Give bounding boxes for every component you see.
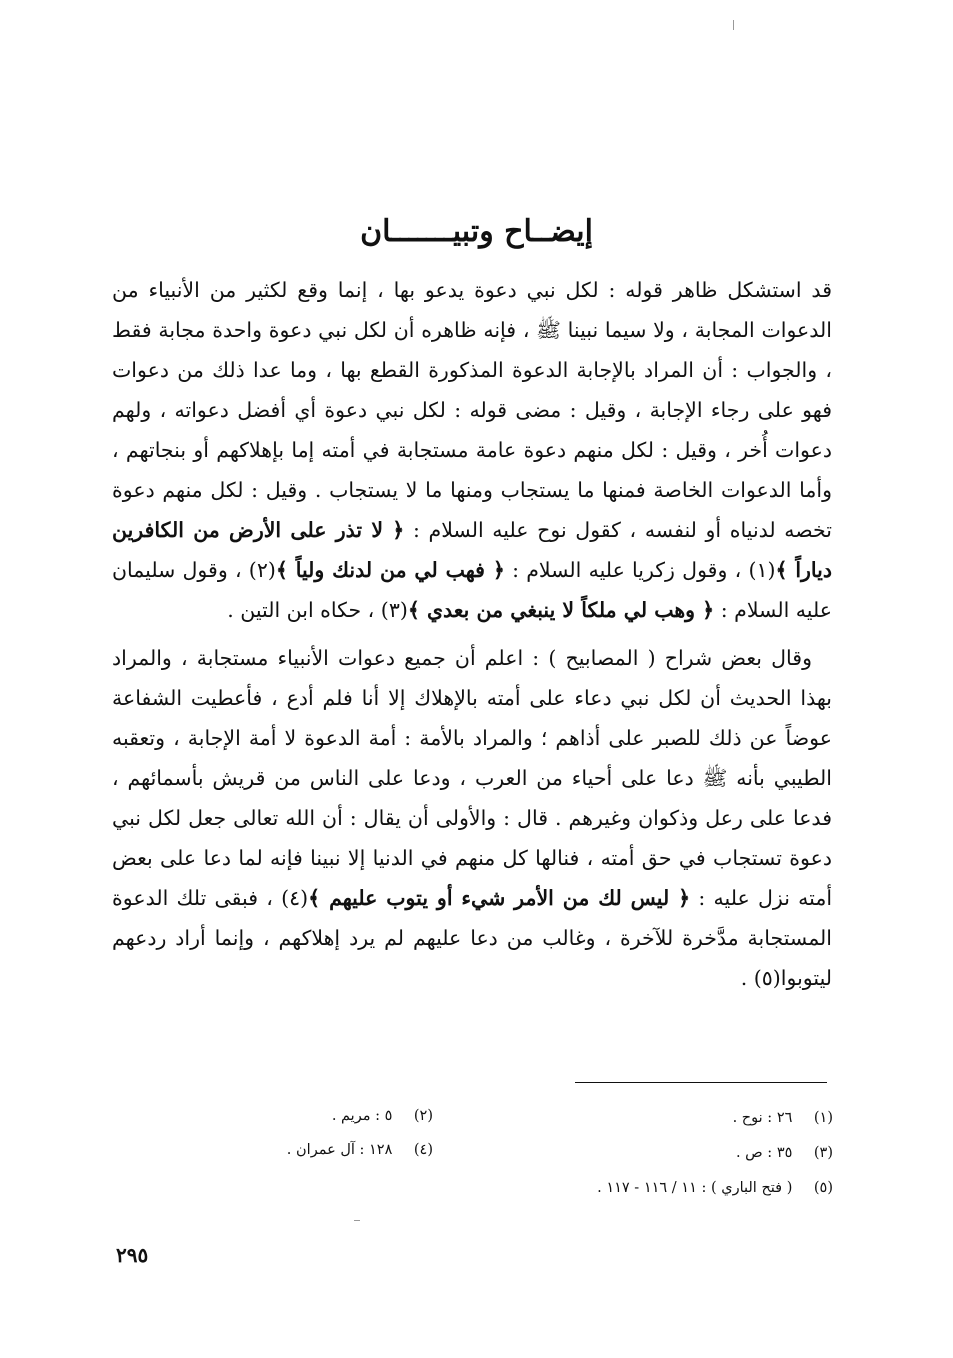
page-number: ٢٩٥	[116, 1243, 149, 1267]
paragraph-1	[112, 270, 832, 630]
text-run: قد استشكل ظاهر قوله : لكل نبي دعوة يدعو بها ، إنما وقع لكثير من الأنبياء من الدعوات المجابة ، ولا سيما نبينا ﷺ ، فإنه ظاهره أن لكل نبي دعوة واحدة مجابة فقط ، والجواب : أن المراد بالإجابة الدعوة المذكورة القطع بها ، وما عدا ذلك من دعوات فهو على رجاء الإجابة ، وقيل : مضى قوله : لكل نبي دعوة أي أفضل دعواته ، ولهم دعوات أُخر ، وقيل : لكل منهم دعوة عامة مستجابة في أمته إما بإهلاكهم أو بنجاتهم ، وأما الدعوات الخاصة فمنها ما يستجاب ومنها ما لا يستجاب . وقيل : لكل منهم دعوة تخصه لدنياه أو لنفسه ، كقول نوح عليه السلام :	[112, 278, 832, 542]
footnote-text: ٢٦ : نوح .	[732, 1110, 793, 1126]
section-title: إيضــاح وتبيـــــــان	[360, 214, 593, 249]
footnote-number: (٥)	[813, 1180, 833, 1196]
quran-verse: ﴿ فهب لي من لدنك ولياً ﴾	[275, 558, 505, 582]
footnote-2	[332, 1108, 433, 1124]
footnote-number: (٤)	[413, 1142, 433, 1158]
quran-verse: ﴿ لا تذر على الأرض من الكافرين دياراً ﴾	[112, 518, 833, 582]
text-run: (٣) ، حكاه ابن التين .	[227, 598, 408, 622]
footnote-number: (٣)	[813, 1145, 833, 1161]
footnote-number: (٢)	[413, 1108, 433, 1124]
quran-verse: ﴿ وهب لي ملكاً لا ينبغي من بعدي ﴾	[407, 598, 715, 622]
text-run: (٤) ، فبقى تلك الدعوة المستجابة مدَّخرة للآخرة ، وغالب من دعا عليهم لم يرد إهلاكهم ، وإنما أراد ردعهم ليتوبوا(٥) .	[112, 886, 832, 990]
text-run: (٢) ، وقول سليمان عليه السلام :	[112, 558, 832, 622]
footnote-text: ٣٥ : ص .	[735, 1145, 793, 1161]
footnote-text: ٥ : مريم .	[331, 1108, 393, 1124]
footnote-3	[736, 1145, 833, 1161]
scan-mark	[354, 1220, 360, 1221]
footnote-number: (١)	[813, 1110, 833, 1126]
footnote-5	[597, 1180, 833, 1196]
text-run: (١) ، وقول زكريا عليه السلام :	[504, 558, 776, 582]
footnote-divider	[575, 1082, 827, 1083]
quran-verse: ﴿ ليس لك من الأمر شيء أو يتوب عليهم ﴾	[308, 886, 691, 910]
text-run: وقال بعض شراح ( المصابيح ) : اعلم أن جميع دعوات الأنبياء مستجابة ، والمراد بهذا الحديث أن لكل نبي دعاء على أمته بالإهلاك إلا أنا فلم أدع ، فأعطيت الشفاعة عوضاً عن ذلك للصبر على أذاهم ؛ والمراد بالأمة : أمة الدعوة لا أمة الإجابة ، وتعقبه الطيبي بأنه ﷺ دعا على أحياء من العرب ، ودعا على الناس من قريش بأسمائهم ، فدعا على رعل وذكوان وغيرهم . قال : والأولى أن يقال : أن الله تعالى جعل لكل نبي دعوة تستجاب في حق أمته ، فنالها كل منهم في الدنيا إلا نبينا فإنه لما دعا على بعض أمته نزل عليه :	[112, 646, 833, 910]
scan-mark	[733, 20, 734, 30]
footnote-1	[733, 1110, 833, 1126]
body-text	[112, 270, 832, 1006]
paragraph-2	[112, 638, 832, 998]
footnote-text: ( فتح الباري ) : ١١ / ١١٦ - ١١٧ .	[597, 1180, 793, 1196]
footnote-4	[287, 1142, 433, 1158]
footnote-text: ١٢٨ : آل عمران .	[286, 1142, 393, 1158]
